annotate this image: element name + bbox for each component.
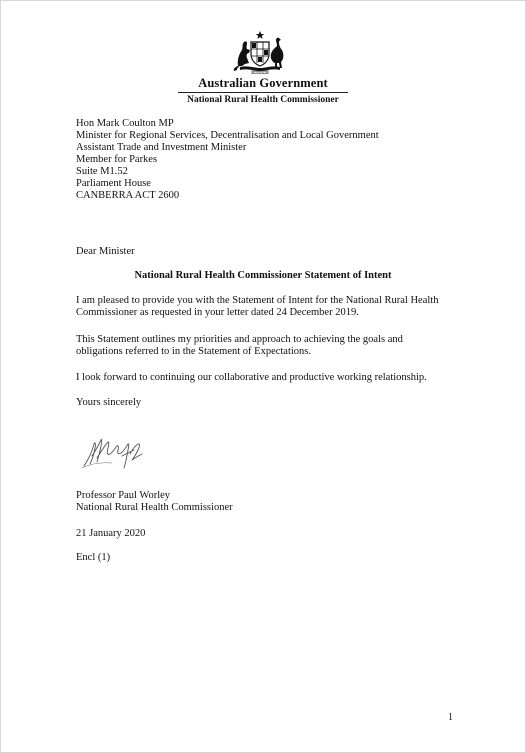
salutation: Dear Minister	[76, 246, 135, 257]
signatory-name: Professor Paul Worley	[76, 490, 171, 501]
letter-date: 21 January 2020	[76, 528, 146, 539]
body-paragraph-2-line: This Statement outlines my priorities and approach to achieving the goals and	[76, 334, 403, 345]
body-paragraph-1-line: I am pleased to provide you with the Statement of Intent for the National Rural Health	[76, 295, 439, 306]
page-number: 1	[448, 712, 453, 723]
body-paragraph-1-line: Commissioner as requested in your letter dated 24 December 2019.	[76, 307, 359, 318]
body-paragraph-3: I look forward to continuing our collaborative and productive working relationship.	[76, 372, 427, 383]
coat-of-arms-emblem	[232, 30, 288, 74]
body-paragraph-2-line: obligations referred to in the Statement of Expectations.	[76, 346, 312, 357]
addressee-line: Assistant Trade and Investment Minister	[76, 142, 247, 153]
letterhead-divider	[178, 92, 348, 93]
addressee-line: Parliament House	[76, 178, 151, 189]
addressee-line: Member for Parkes	[76, 154, 158, 165]
addressee-line: Minister for Regional Services, Decentralisation and Local Government	[76, 130, 379, 141]
addressee-line: Hon Mark Coulton MP	[76, 118, 174, 129]
letter-subject: National Rural Health Commissioner Statement of Intent	[134, 270, 392, 281]
closing: Yours sincerely	[76, 397, 142, 408]
signatory-title: National Rural Health Commissioner	[76, 502, 233, 513]
enclosure-note: Encl (1)	[76, 552, 111, 563]
government-title: Australian Government	[198, 76, 328, 90]
handwritten-signature	[80, 432, 150, 472]
agency-name: National Rural Health Commissioner	[187, 95, 339, 105]
addressee-line: Suite M1.52	[76, 166, 128, 177]
svg-text:AUSTRALIA: AUSTRALIA	[252, 71, 268, 74]
addressee-line: CANBERRA ACT 2600	[76, 190, 180, 201]
